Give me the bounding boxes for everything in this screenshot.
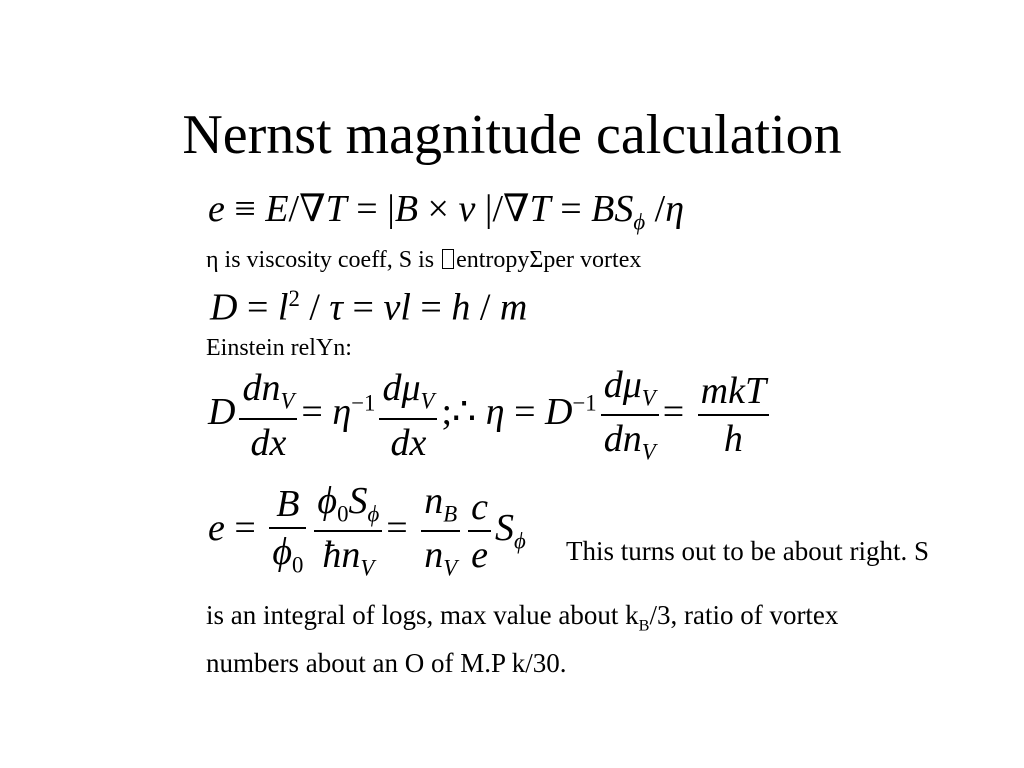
conclusion-line-1-post: /3, ratio of vortex (649, 600, 839, 630)
equation-einstein-relation: D $\frac{dn_V}{dx}$ = $\eta^{-1}$ $\frac{d\mu_V}{dx}$ ;∴ $\eta = D^{-1}$ $\frac{d\mu_V}{dn_V}$ = $\frac{\text{mkT}}{h}$ (208, 366, 773, 465)
conclusion-line-2: numbers about an O of M.P k/30. (206, 648, 567, 679)
equation-diffusion: $D = l^2 / \tau$ = vl = h / m (210, 286, 528, 329)
equation-nernst-estimate: e = $\frac{B}{\phi_0}$ $\frac{\phi_0S_\phi}{ħn_V}$ = $\frac{n_B}{n_V}$ $\frac{c}{e}$ $S_\phi$ (208, 480, 526, 581)
note-viscosity-text-pre: η is viscosity coeff, S is (206, 247, 441, 273)
boltzmann-subscript: B (638, 616, 650, 635)
slide-title: Nernst magnitude calculation (182, 104, 842, 166)
conclusion-line-1-pre: is an integral of logs, max value about k (206, 600, 639, 630)
missing-glyph-icon (442, 249, 454, 269)
note-einstein: Einstein relҮn: (206, 335, 352, 361)
note-viscosity-text-post: entropyΣper vortex (456, 247, 642, 273)
conclusion-line-1 (206, 596, 838, 644)
conclusion-paragraph (206, 596, 838, 682)
equation-nernst-coefficient: e ≡ E/∇T = |B × v $|/\nabla T = BS_\phi$ /η (208, 188, 685, 235)
result-comment: This turns out to be about right. S (566, 536, 929, 566)
note-viscosity (206, 248, 641, 272)
